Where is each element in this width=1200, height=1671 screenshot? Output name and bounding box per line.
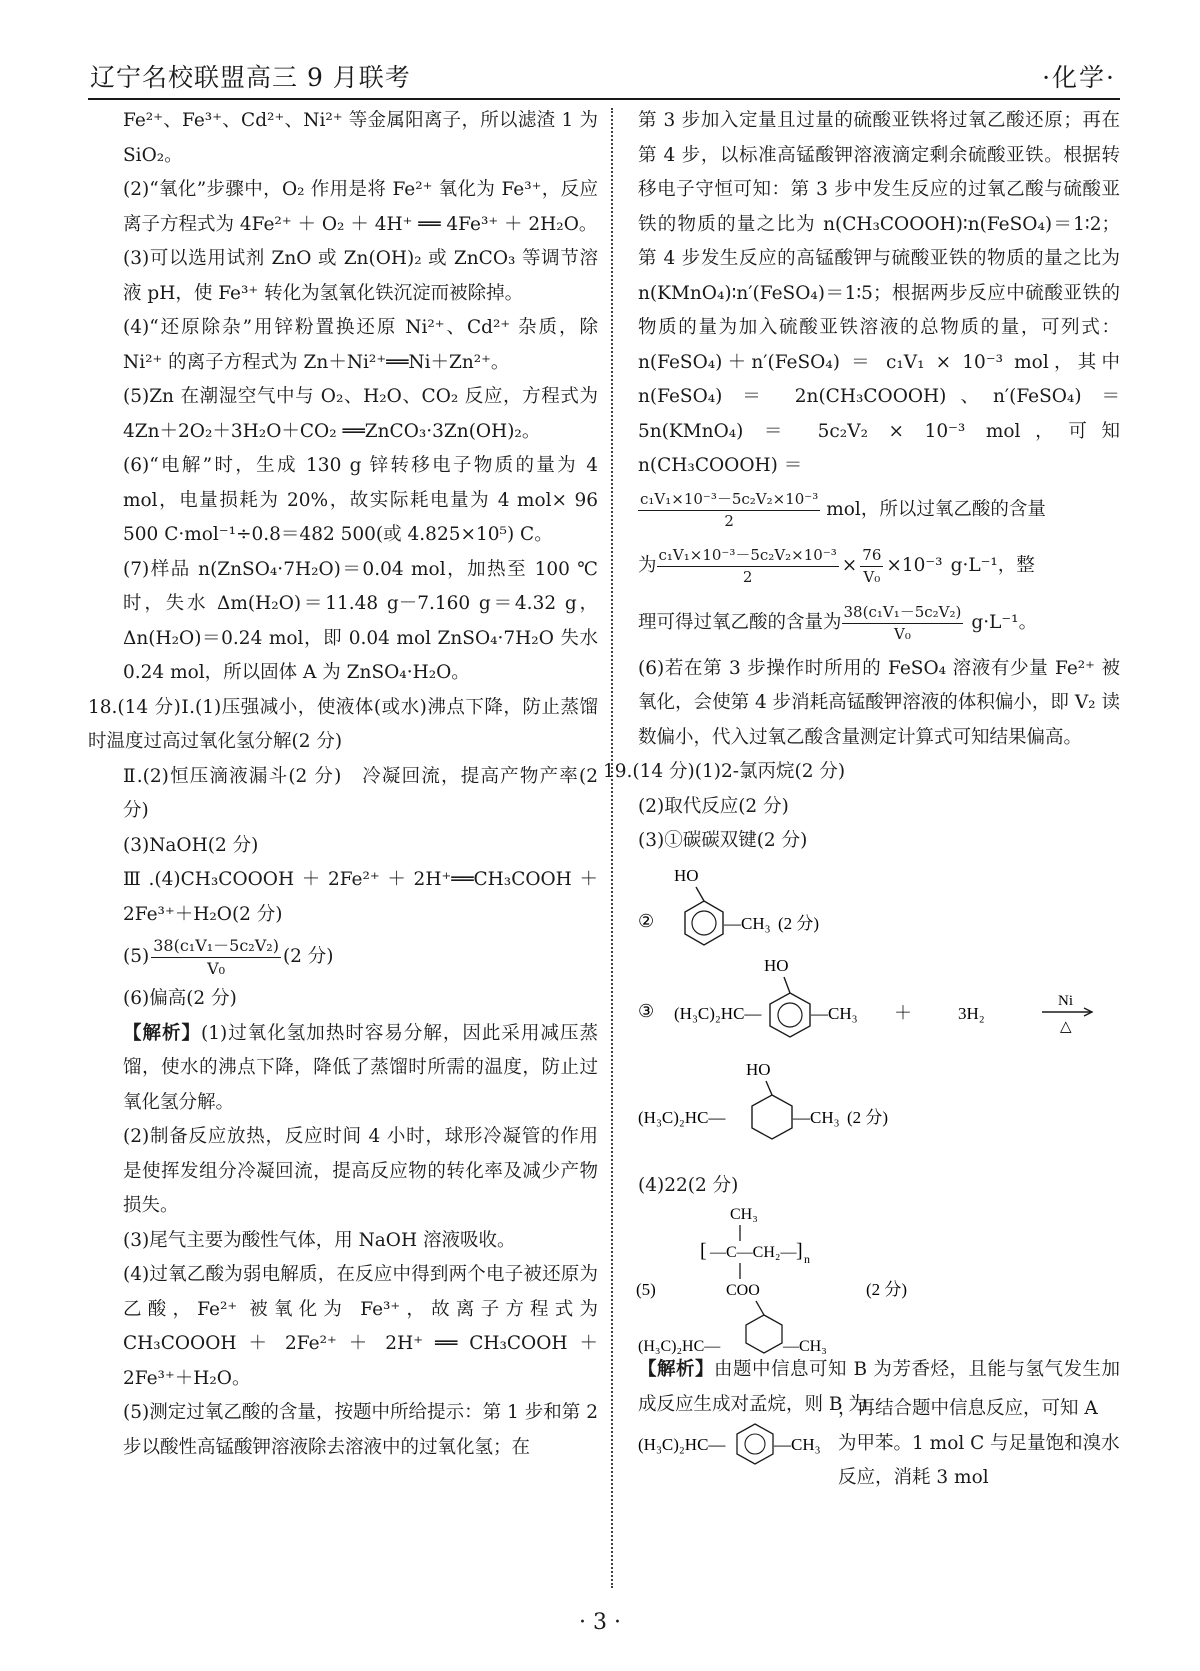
bracket-right: ] [796, 1240, 803, 1262]
polymer-chain: —C—CH₂— [710, 1244, 797, 1261]
left-para: (5)测定过氧乙酸的含量，按题中所给提示：第 1 步和第 2 步以酸性高锰酸钾溶液除去溶液中的过氧化氢；在 [123, 1402, 598, 1458]
numerator: 76 [860, 545, 883, 567]
times: × [841, 555, 858, 577]
ho-label: HO [764, 955, 789, 975]
analysis-text: 由题中信息可知 B 为芳香烃，且能与氢气发生加成反应生成对孟烷，则 B 为 [638, 1359, 1120, 1415]
ch3-top: CH₃ [730, 1206, 758, 1223]
right-para: (4)22(2 分) [638, 1174, 739, 1196]
unit: g·L⁻¹，整 [950, 555, 1035, 577]
numerator: 38(c₁V₁－5c₂V₂) [151, 935, 281, 958]
text: 为 [638, 555, 657, 577]
unit: g·L⁻¹。 [971, 612, 1038, 634]
analysis-para [123, 1017, 598, 1121]
left-para: (4)“还原除杂”用锌粉置换还原 Ni²⁺、Cd²⁺ 杂质，除 Ni²⁺ 的离子方程式为 Zn＋Ni²⁺══Ni＋Zn²⁺。 [123, 317, 598, 373]
coo-label: COO [726, 1282, 760, 1299]
ch3-label: —CH₃ [811, 1003, 858, 1023]
right-para: 第 3 步加入定量且过量的硫酸亚铁将过氧乙酸还原；再在第 4 步，以标准高锰酸钾溶液滴定剩余硫酸亚铁。根据转移电子守恒可知：第 3 步中发生反应的过氧乙酸与硫酸亚铁的物质的量之比为 n(CH₃COOOH)∶n(FeSO₄)＝1∶2；第 4 步发生反应的高锰酸钾与硫酸亚铁的物质的量之比为 n(KMnO₄)∶n′(FeSO₄)＝1∶5；根据两步反应中硫酸亚铁的物质的量为加入硫酸亚铁溶液的总物质的量，可列式：n(FeSO₄)＋n′(FeSO₄) ＝ c₁V₁ × 10⁻³ mol，其中 n(FeSO₄) ＝ 2n(CH₃COOOH)、n′(FeSO₄) ＝ 5n(KMnO₄) ＝ 5c₂V₂ × 10⁻³ mol，可知 n(CH₃COOOH) ＝ [638, 110, 1120, 476]
fraction [842, 602, 964, 645]
isopropyl-label: (H₃C)₂HC— [638, 1107, 726, 1127]
q5-label: (5) [123, 945, 150, 967]
left-para: Ⅲ.(4)CH₃COOOH＋2Fe²⁺＋2H⁺══CH₃COOH＋2Fe³⁺＋H₂O(2 分) [123, 869, 598, 925]
ch3-label: —CH₃ [783, 1338, 827, 1355]
left-para: Ⅱ.(2)恒压滴液漏斗(2 分) 冷凝回流，提高产物产率(2 分) [123, 765, 598, 821]
fraction-line-3 [638, 596, 1120, 652]
cyclohexane-ring [752, 1095, 792, 1139]
right-para: (2)取代反应(2 分) [638, 795, 789, 817]
circle-3: ③ [638, 1000, 655, 1021]
analysis-label: 【解析】 [638, 1359, 715, 1380]
q19-answer: 19.(14 分)(1)2-氯丙烷(2 分) [603, 761, 846, 782]
isopropyl-label: (H₃C)₂HC— [638, 1435, 726, 1454]
fraction [657, 545, 839, 588]
right-para: (3)①碳碳双键(2 分) [638, 830, 808, 851]
denominator: V₀ [894, 625, 911, 643]
left-column [88, 104, 598, 1465]
analysis-text: (1)过氧化氢加热时容易分解，因此采用减压蒸馏，使水的沸点下降，降低了蒸馏时所需的温度，防止过氧化氢分解。 [123, 1022, 598, 1113]
polymer-structure [638, 1203, 1120, 1353]
denominator: 2 [742, 568, 753, 586]
score-5: (2 分) [866, 1280, 908, 1299]
plus-sign: ＋ [894, 1002, 912, 1023]
text: mol，所以过氧乙酸的含量 [826, 499, 1046, 521]
numerator: c₁V₁×10⁻³－5c₂V₂×10⁻³ [657, 545, 839, 567]
page-number: · 3 · [579, 1610, 621, 1635]
fraction [860, 545, 883, 588]
fraction-line-2 [638, 538, 1120, 596]
score: (2 分) [282, 945, 334, 967]
denominator: V₀ [207, 958, 226, 978]
n-subscript: n [804, 1252, 810, 1266]
ch3-label: —CH₃ [774, 1435, 821, 1454]
left-para: (3)尾气主要为酸性气体，用 NaOH 溶液吸收。 [123, 1229, 516, 1251]
ch3-label: —CH₃ [793, 1107, 840, 1127]
benzene-ring [737, 1424, 773, 1464]
left-para: (2)“氧化”步骤中，O₂ 作用是将 Fe²⁺ 氧化为 Fe³⁺，反应离子方程式为 4Fe²⁺ ＋ O₂ ＋ 4H⁺ ══ 4Fe³⁺ ＋ 2H₂O。 [123, 179, 598, 235]
fraction-line-1 [638, 484, 1120, 538]
q18-5-answer [123, 932, 598, 982]
isopropyl-label: (H₃C)₂HC— [638, 1338, 721, 1355]
q5-label: (5) [636, 1280, 656, 1299]
b-structure [638, 1424, 834, 1464]
left-para: (7)样品 n(ZnSO₄·7H₂O)＝0.04 mol，加热至 100 ℃时，失水 Δm(H₂O)＝11.48 g－7.160 g＝4.32 g，Δn(H₂O)＝0.24 mol，即 0.04 mol ZnSO₄·7H₂O 失水 0.24 mol，所以固体 A 为 ZnSO₄·H₂O。 [123, 558, 598, 683]
numerator: 38(c₁V₁－5c₂V₂) [842, 602, 964, 624]
left-para: (2)制备反应放热，反应时间 4 小时，球形冷凝管的作用是使挥发组分冷凝回流，提高反应物的转化率及减少产物损失。 [123, 1126, 598, 1216]
benzene-ring [770, 993, 810, 1037]
analysis-label: 【解析】 [123, 1022, 202, 1044]
circle-2: ② [638, 910, 655, 931]
denominator: 2 [724, 512, 734, 530]
h2-label: 3H₂ [958, 1003, 985, 1023]
bracket-left: [ [700, 1240, 707, 1262]
right-para: (6)若在第 3 步操作时所用的 FeSO₄ 溶液有少量 Fe²⁺ 被氧化，会使第 4 步消耗高锰酸钾溶液的体积偏小，即 V₂ 读数偏小，代入过氧乙酸含量测定计算式可知结果偏高。 [638, 657, 1120, 748]
score-3: (2 分) [847, 1107, 889, 1127]
left-para: (4)过氧乙酸为弱电解质，在反应中得到两个电子被还原为乙酸，Fe²⁺ 被氧化为 Fe³⁺，故离子方程式为 CH₃COOOH ＋ 2Fe²⁺ ＋ 2H⁺ ══ CH₃COOH ＋ 2Fe³⁺＋H₂O。 [123, 1264, 598, 1389]
q18-answer: 18.(14 分)Ⅰ.(1)压强减小，使液体(或水)沸点下降，防止蒸馏时温度过高过氧化氢分解(2 分) [88, 696, 598, 752]
text: ，再结合题中信息反应，可知 A 为甲苯。1 mol C 与足量饱和溴水反应，消耗 3 mol [838, 1398, 1120, 1489]
ho-label: HO [674, 865, 699, 885]
left-para: (5)Zn 在潮湿空气中与 O₂、H₂O、CO₂ 反应，方程式为 4Zn＋2O₂＋3H₂O＋CO₂ ══ZnCO₃·3Zn(OH)₂。 [123, 386, 598, 442]
benzene-ring [685, 901, 723, 945]
ho-label: HO [746, 1059, 771, 1079]
cyclohexane-ring [746, 1315, 782, 1353]
left-para: (6)“电解”时，生成 130 g 锌转移电子物质的量为 4 mol，电量损耗为 20%，故实际耗电量为 4 mol× 96 500 C·mol⁻¹÷0.8＝482 500(或 4.825×10⁵) C。 [123, 455, 598, 545]
page-header [88, 64, 1120, 100]
b-structure-line [638, 1398, 1120, 1489]
delta-symbol: △ [1060, 1018, 1072, 1035]
right-column [603, 104, 1120, 1489]
numerator: c₁V₁×10⁻³－5c₂V₂×10⁻³ [638, 489, 820, 511]
left-para: (6)偏高(2 分) [123, 988, 237, 1009]
ni-catalyst: Ni [1058, 992, 1073, 1009]
fraction [151, 935, 281, 980]
subject-label: ·化学· [1042, 63, 1116, 92]
text: 理可得过氧乙酸的含量为 [638, 612, 842, 634]
left-para: (3)NaOH(2 分) [123, 834, 259, 856]
score-2: (2 分) [778, 913, 820, 933]
fraction [638, 489, 820, 532]
left-para: Fe²⁺、Fe³⁺、Cd²⁺、Ni²⁺ 等金属阳离子，所以滤渣 1 为 SiO₂。 [123, 110, 598, 166]
column-divider [611, 108, 613, 1588]
isopropyl-label: (H₃C)₂HC— [674, 1003, 762, 1023]
structure-diagrams [638, 859, 1120, 1169]
left-para: (3)可以选用试剂 ZnO 或 Zn(OH)₂ 或 ZnCO₃ 等调节溶液 pH，使 Fe³⁺ 转化为氢氧化铁沉淀而被除掉。 [123, 248, 598, 304]
ch3-label: —CH₃ [724, 913, 771, 933]
tail: ×10⁻³ [886, 555, 943, 577]
denominator: V₀ [863, 568, 881, 586]
exam-title: 辽宁名校联盟高三 9 月联考 [90, 63, 411, 92]
